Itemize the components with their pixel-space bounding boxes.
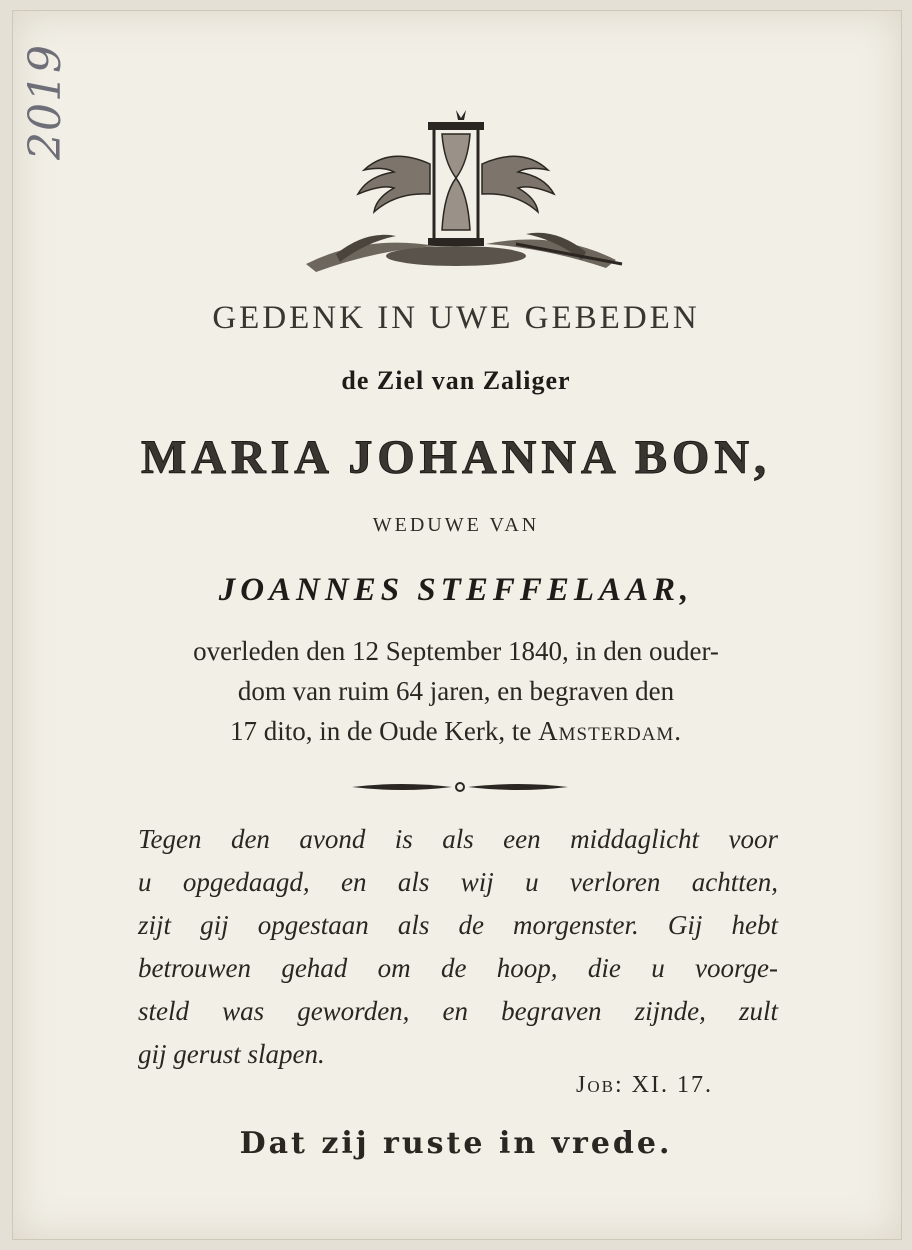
hourglass-winged-emblem-icon [296, 104, 626, 279]
details-line-3-text: 17 dito, in de Oude Kerk, te [229, 716, 539, 746]
closing-prayer: Dat zij ruste in vrede. [239, 1126, 673, 1161]
quote-line: Tegen den avond is als een middaglicht voor [138, 824, 778, 854]
deceased-name: MARIA JOHANNA BON, [140, 431, 772, 484]
quote-line: u opgedaagd, en als wij u verloren achtten, [138, 867, 778, 897]
gedenk-heading: GEDENK IN UWE GEBEDEN [212, 300, 700, 336]
quote-line: gij gerust slapen. [138, 1039, 325, 1069]
quote-line: steld was geworden, en begraven zijnde, zult [138, 996, 778, 1026]
husband-name: JOANNES STEFFELAAR, [218, 572, 694, 608]
divider-flourish-icon [350, 777, 570, 797]
city-name: Amsterdam. [538, 716, 683, 746]
quote-line: zijt gij opgestaan als de morgenster. Gij hebt [138, 910, 778, 940]
scripture-reference: Job: XI. 17. [576, 1072, 713, 1098]
details-line-1: overleden den 12 September 1840, in den ouder- [193, 636, 719, 666]
scripture-quote [138, 818, 778, 1076]
pencil-annotation: 2019 [20, 44, 71, 160]
widow-of-label: WEDUWE VAN [372, 514, 540, 536]
details-line-3 [0, 716, 912, 747]
details-line-2: dom van ruim 64 jaren, en begraven den [237, 676, 675, 706]
ziel-line: de Ziel van Zaliger [341, 366, 571, 395]
quote-line: betrouwen gehad om de hoop, die u voorge- [138, 953, 778, 983]
